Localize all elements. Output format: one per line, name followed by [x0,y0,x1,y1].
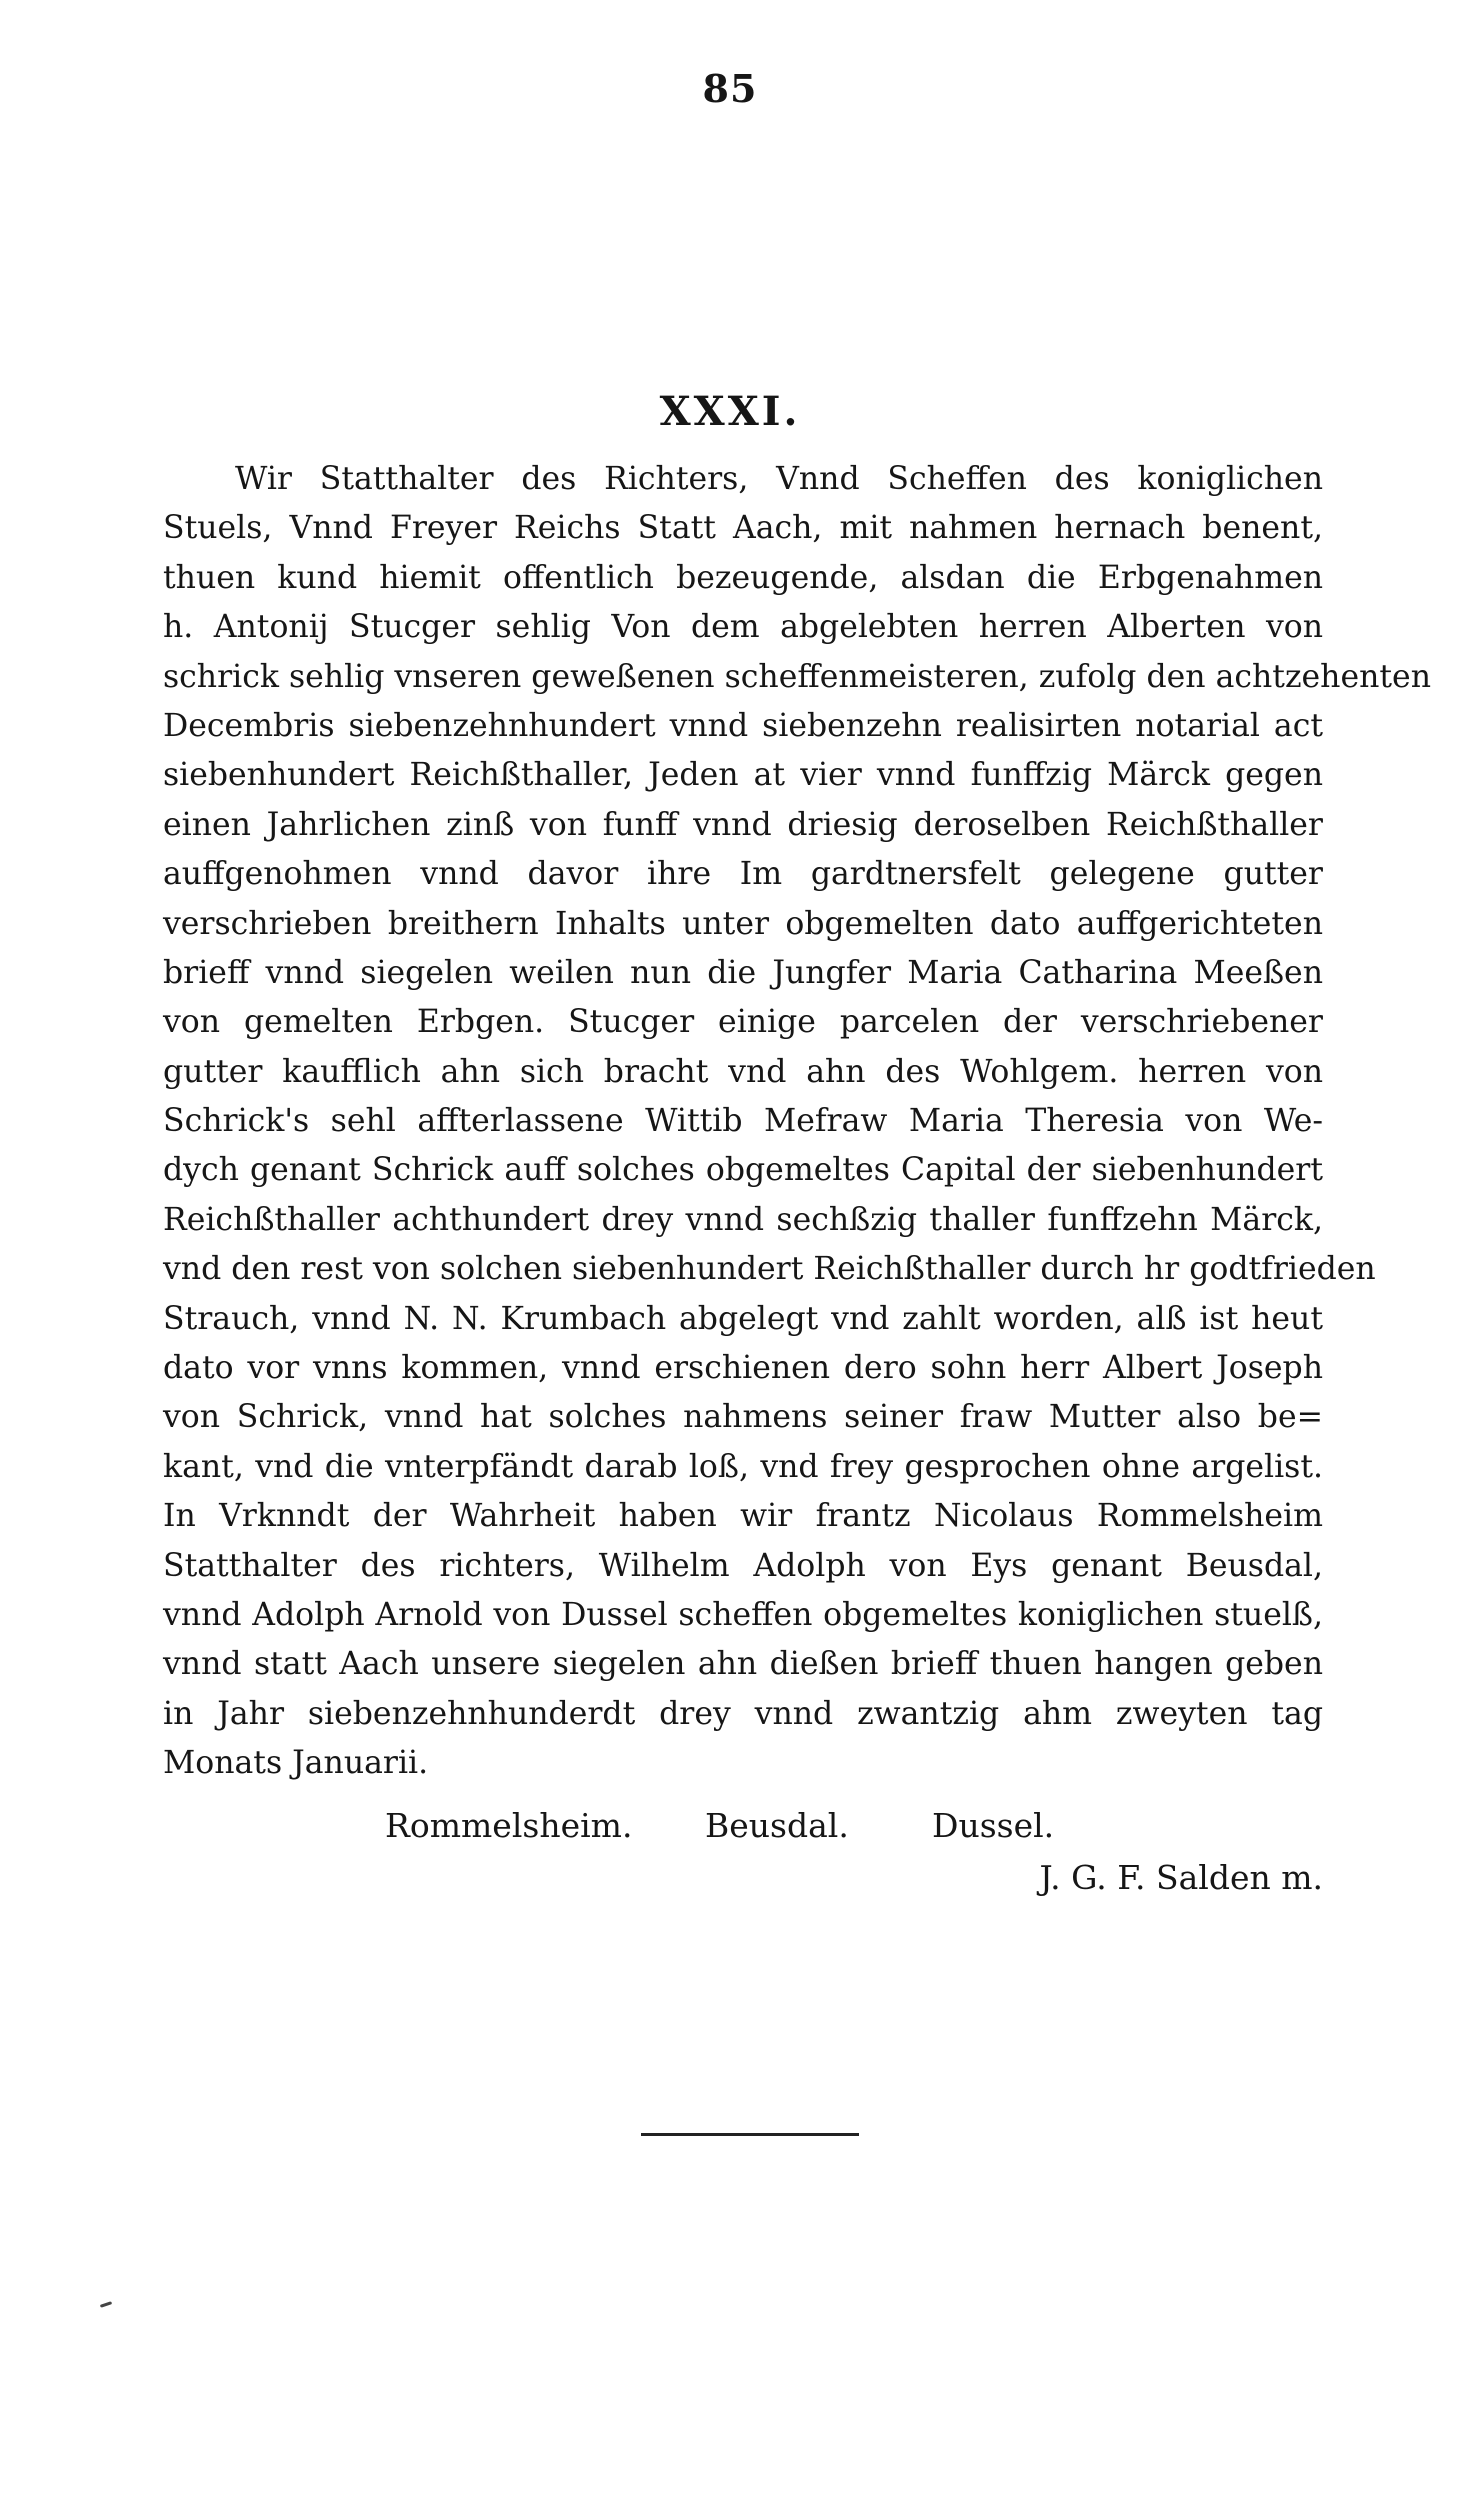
scan-speck [100,2301,112,2308]
text-line: brieff vnnd siegelen weilen nun die Jungfer Maria Catharina Meeßen [163,954,1323,991]
text-line: Statthalter des richters, Wilhelm Adolph von Eys genant Beusdal, [163,1547,1323,1584]
attestation-signature: J. G. F. Salden m. [1039,1858,1323,1897]
text-line: h. Antonij Stucger sehlig Von dem abgelebten herren Alberten von [163,609,1323,646]
text-line: vnd den rest von solchen siebenhundert Reichßthaller durch hr godtfrieden [163,1251,1376,1288]
closing-rule [641,2133,859,2136]
text-line: Decembris siebenzehnhundert vnnd siebenzehn realisirten notarial act [163,707,1323,744]
text-line: vnnd Adolph Arnold von Dussel scheffen obgemeltes koniglichen stuelß, [163,1596,1323,1633]
text-line: Reichßthaller achthundert drey vnnd sechßzig thaller funffzehn Märck, [163,1201,1323,1238]
document-heading: XXXI. [659,388,801,435]
text-line: vnnd statt Aach unsere siegelen ahn dießen brieff thuen hangen geben [163,1646,1323,1683]
text-line: Strauch, vnnd N. N. Krumbach abgelegt vnd zahlt worden, alß ist heut [163,1300,1323,1337]
text-line: Wir Statthalter des Richters, Vnnd Scheffen des koniglichen [235,461,1323,497]
text-line: einen Jahrlichen zinß von funff vnnd driesig deroselben Reichßthaller [163,806,1323,843]
text-line: schrick sehlig vnseren geweßenen scheffenmeisteren, zufolg den achtzehenten [163,658,1431,695]
signature-rommelsheim: Rommelsheim. [385,1806,633,1845]
text-line: gutter kaufflich ahn sich bracht vnd ahn des Wohlgem. herren von [163,1053,1323,1090]
text-line: von Schrick, vnnd hat solches nahmens seiner fraw Mutter also be= [163,1399,1323,1436]
text-line: thuen kund hiemit offentlich bezeugende, alsdan die Erbgenahmen [163,559,1323,596]
text-line: Monats Januarii. [163,1745,429,1782]
text-line: Schrick's sehl affterlassene Wittib Mefraw Maria Theresia von We- [163,1103,1323,1140]
text-line: Stuels, Vnnd Freyer Reichs Statt Aach, mit nahmen hernach benent, [163,510,1323,547]
text-line: dato vor vnns kommen, vnnd erschienen dero sohn herr Albert Joseph [163,1350,1323,1387]
text-line: auffgenohmen vnnd davor ihre Im gardtnersfelt gelegene gutter [163,856,1323,893]
text-line: dych genant Schrick auff solches obgemeltes Capital der siebenhundert [163,1152,1323,1189]
text-line: kant, vnd die vnterpfändt darab loß, vnd frey gesprochen ohne argelist. [163,1448,1323,1485]
signature-dussel: Dussel. [932,1806,1055,1845]
text-line: In Vrknndt der Wahrheit haben wir frantz Nicolaus Rommelsheim [163,1498,1323,1535]
text-line: in Jahr siebenzehnhunderdt drey vnnd zwantzig ahm zweyten tag [163,1695,1323,1732]
document-body [163,455,1431,1789]
signature-beusdal: Beusdal. [705,1806,849,1845]
signature-row [0,1806,1460,1856]
text-line: von gemelten Erbgen. Stucger einige parcelen der verschriebener [163,1004,1323,1041]
text-line: siebenhundert Reichßthaller, Jeden at vier vnnd funffzig Märck gegen [163,757,1323,794]
text-line: verschrieben breithern Inhalts unter obgemelten dato auffgerichteten [163,905,1323,942]
page-number: 85 [702,66,758,111]
